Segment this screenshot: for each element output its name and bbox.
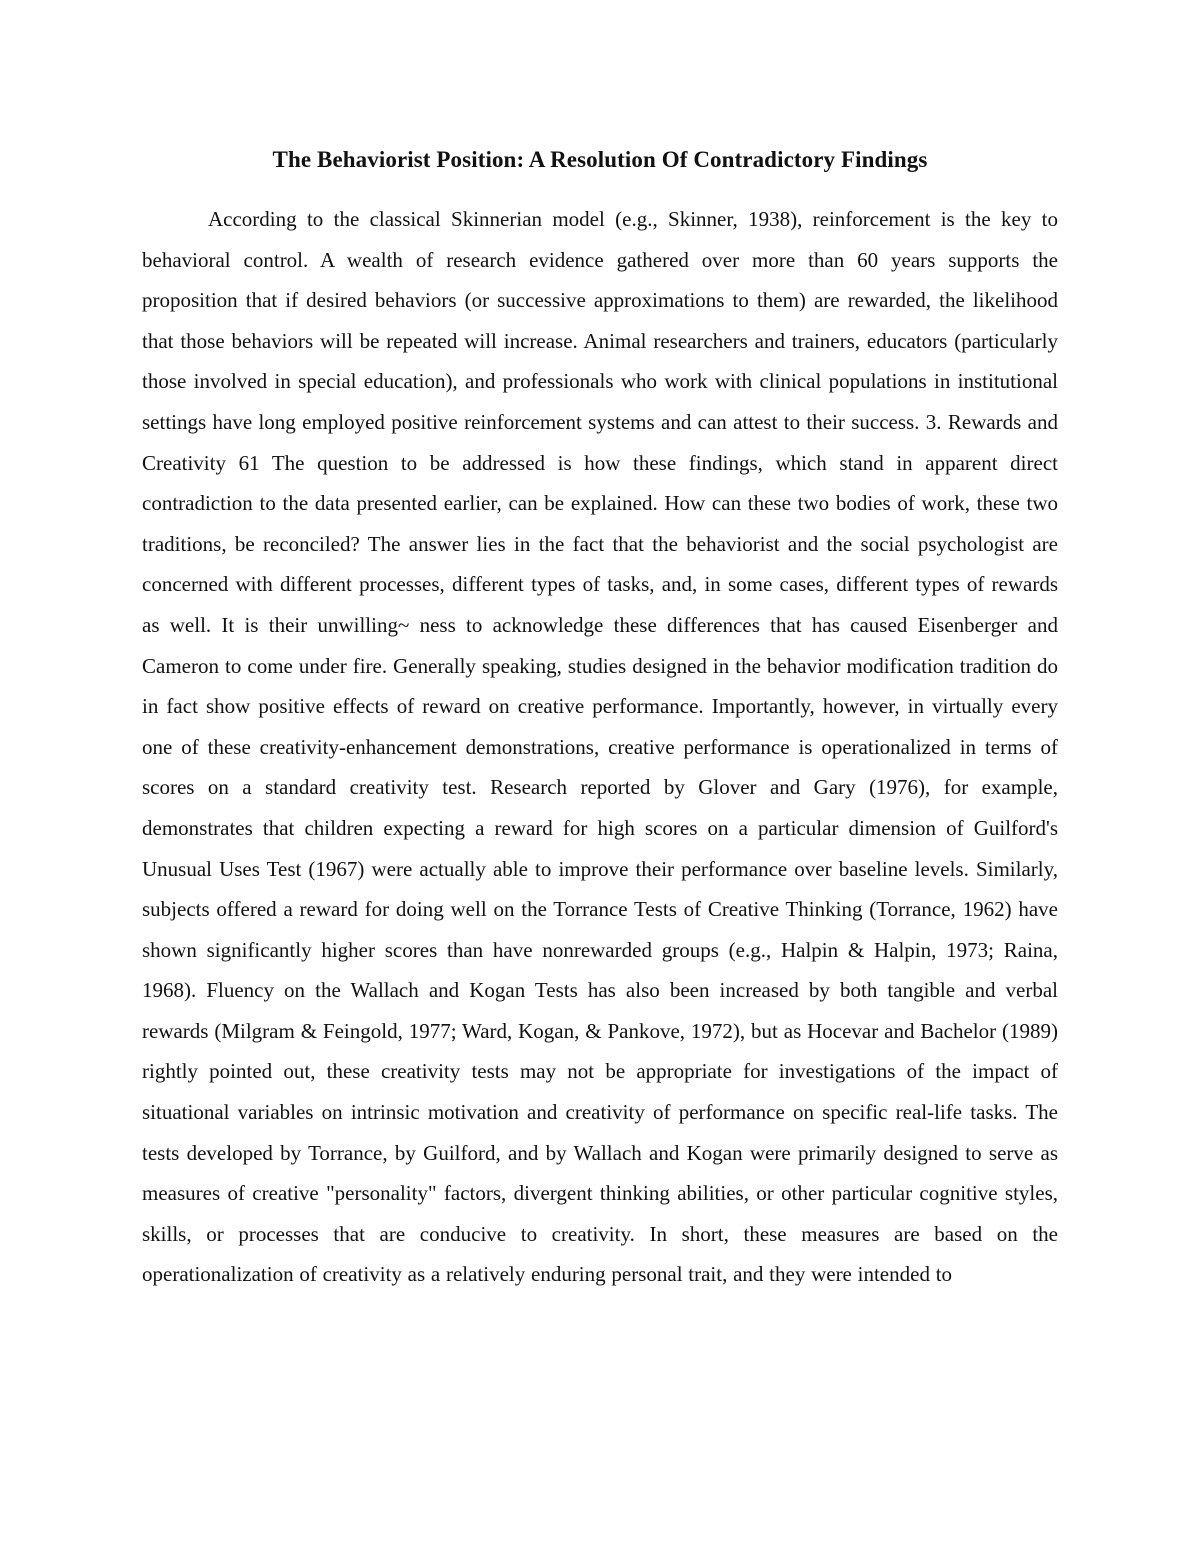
- body-paragraph: According to the classical Skinnerian model (e.g., Skinner, 1938), reinforcement is the key to behavioral control. A wealth of research evidence gathered over more than 60 years supports the proposition that if desired behaviors (or successive approximations to them) are rewarded, the likelihood that those behaviors will be repeated will increase. Animal researchers and trainers, educators (particularly those involved in special education), and professionals who work with clinical populations in institutional settings have long employed positive reinforcement systems and can attest to their success. 3. Rewards and Creativity 61 The question to be addressed is how these findings, which stand in apparent direct contradiction to the data presented earlier, can be explained. How can these two bodies of work, these two traditions, be reconciled? The answer lies in the fact that the behaviorist and the social psychologist are concerned with different processes, different types of tasks, and, in some cases, different types of rewards as well. It is their unwilling~ ness to acknowledge these differences that has caused Eisenberger and Cameron to come under fire. Generally speaking, studies designed in the behavior modification tradition do in fact show positive effects of reward on creative performance. Importantly, however, in virtually every one of these creativity-enhancement demonstrations, creative performance is operationalized in terms of scores on a standard creativity test. Research reported by Glover and Gary (1976), for example, demonstrates that children expecting a reward for high scores on a particular dimension of Guilford's Unusual Uses Test (1967) were actually able to improve their performance over baseline levels. Similarly, subjects offered a reward for doing well on the Torrance Tests of Creative Thinking (Torrance, 1962) have shown significantly higher scores than have nonrewarded groups (e.g., Halpin & Halpin, 1973; Raina, 1968). Fluency on the Wallach and Kogan Tests has also been increased by both tangible and verbal rewards (Milgram & Feingold, 1977; Ward, Kogan, & Pankove, 1972), but as Hocevar and Bachelor (1989) rightly pointed out, these creativity tests may not be appropriate for investigations of the impact of situational variables on intrinsic motivation and creativity of performance on specific real-life tasks. The tests developed by Torrance, by Guilford, and by Wallach and Kogan were primarily designed to serve as measures of creative "personality" factors, divergent thinking abilities, or other particular cognitive styles, skills, or processes that are conducive to creativity. In short, these measures are based on the operationalization of creativity as a relatively enduring personal trait, and they were intended to: [142, 207, 1058, 1287]
- document-title: The Behaviorist Position: A Resolution Of Contradictory Findings: [272, 147, 928, 172]
